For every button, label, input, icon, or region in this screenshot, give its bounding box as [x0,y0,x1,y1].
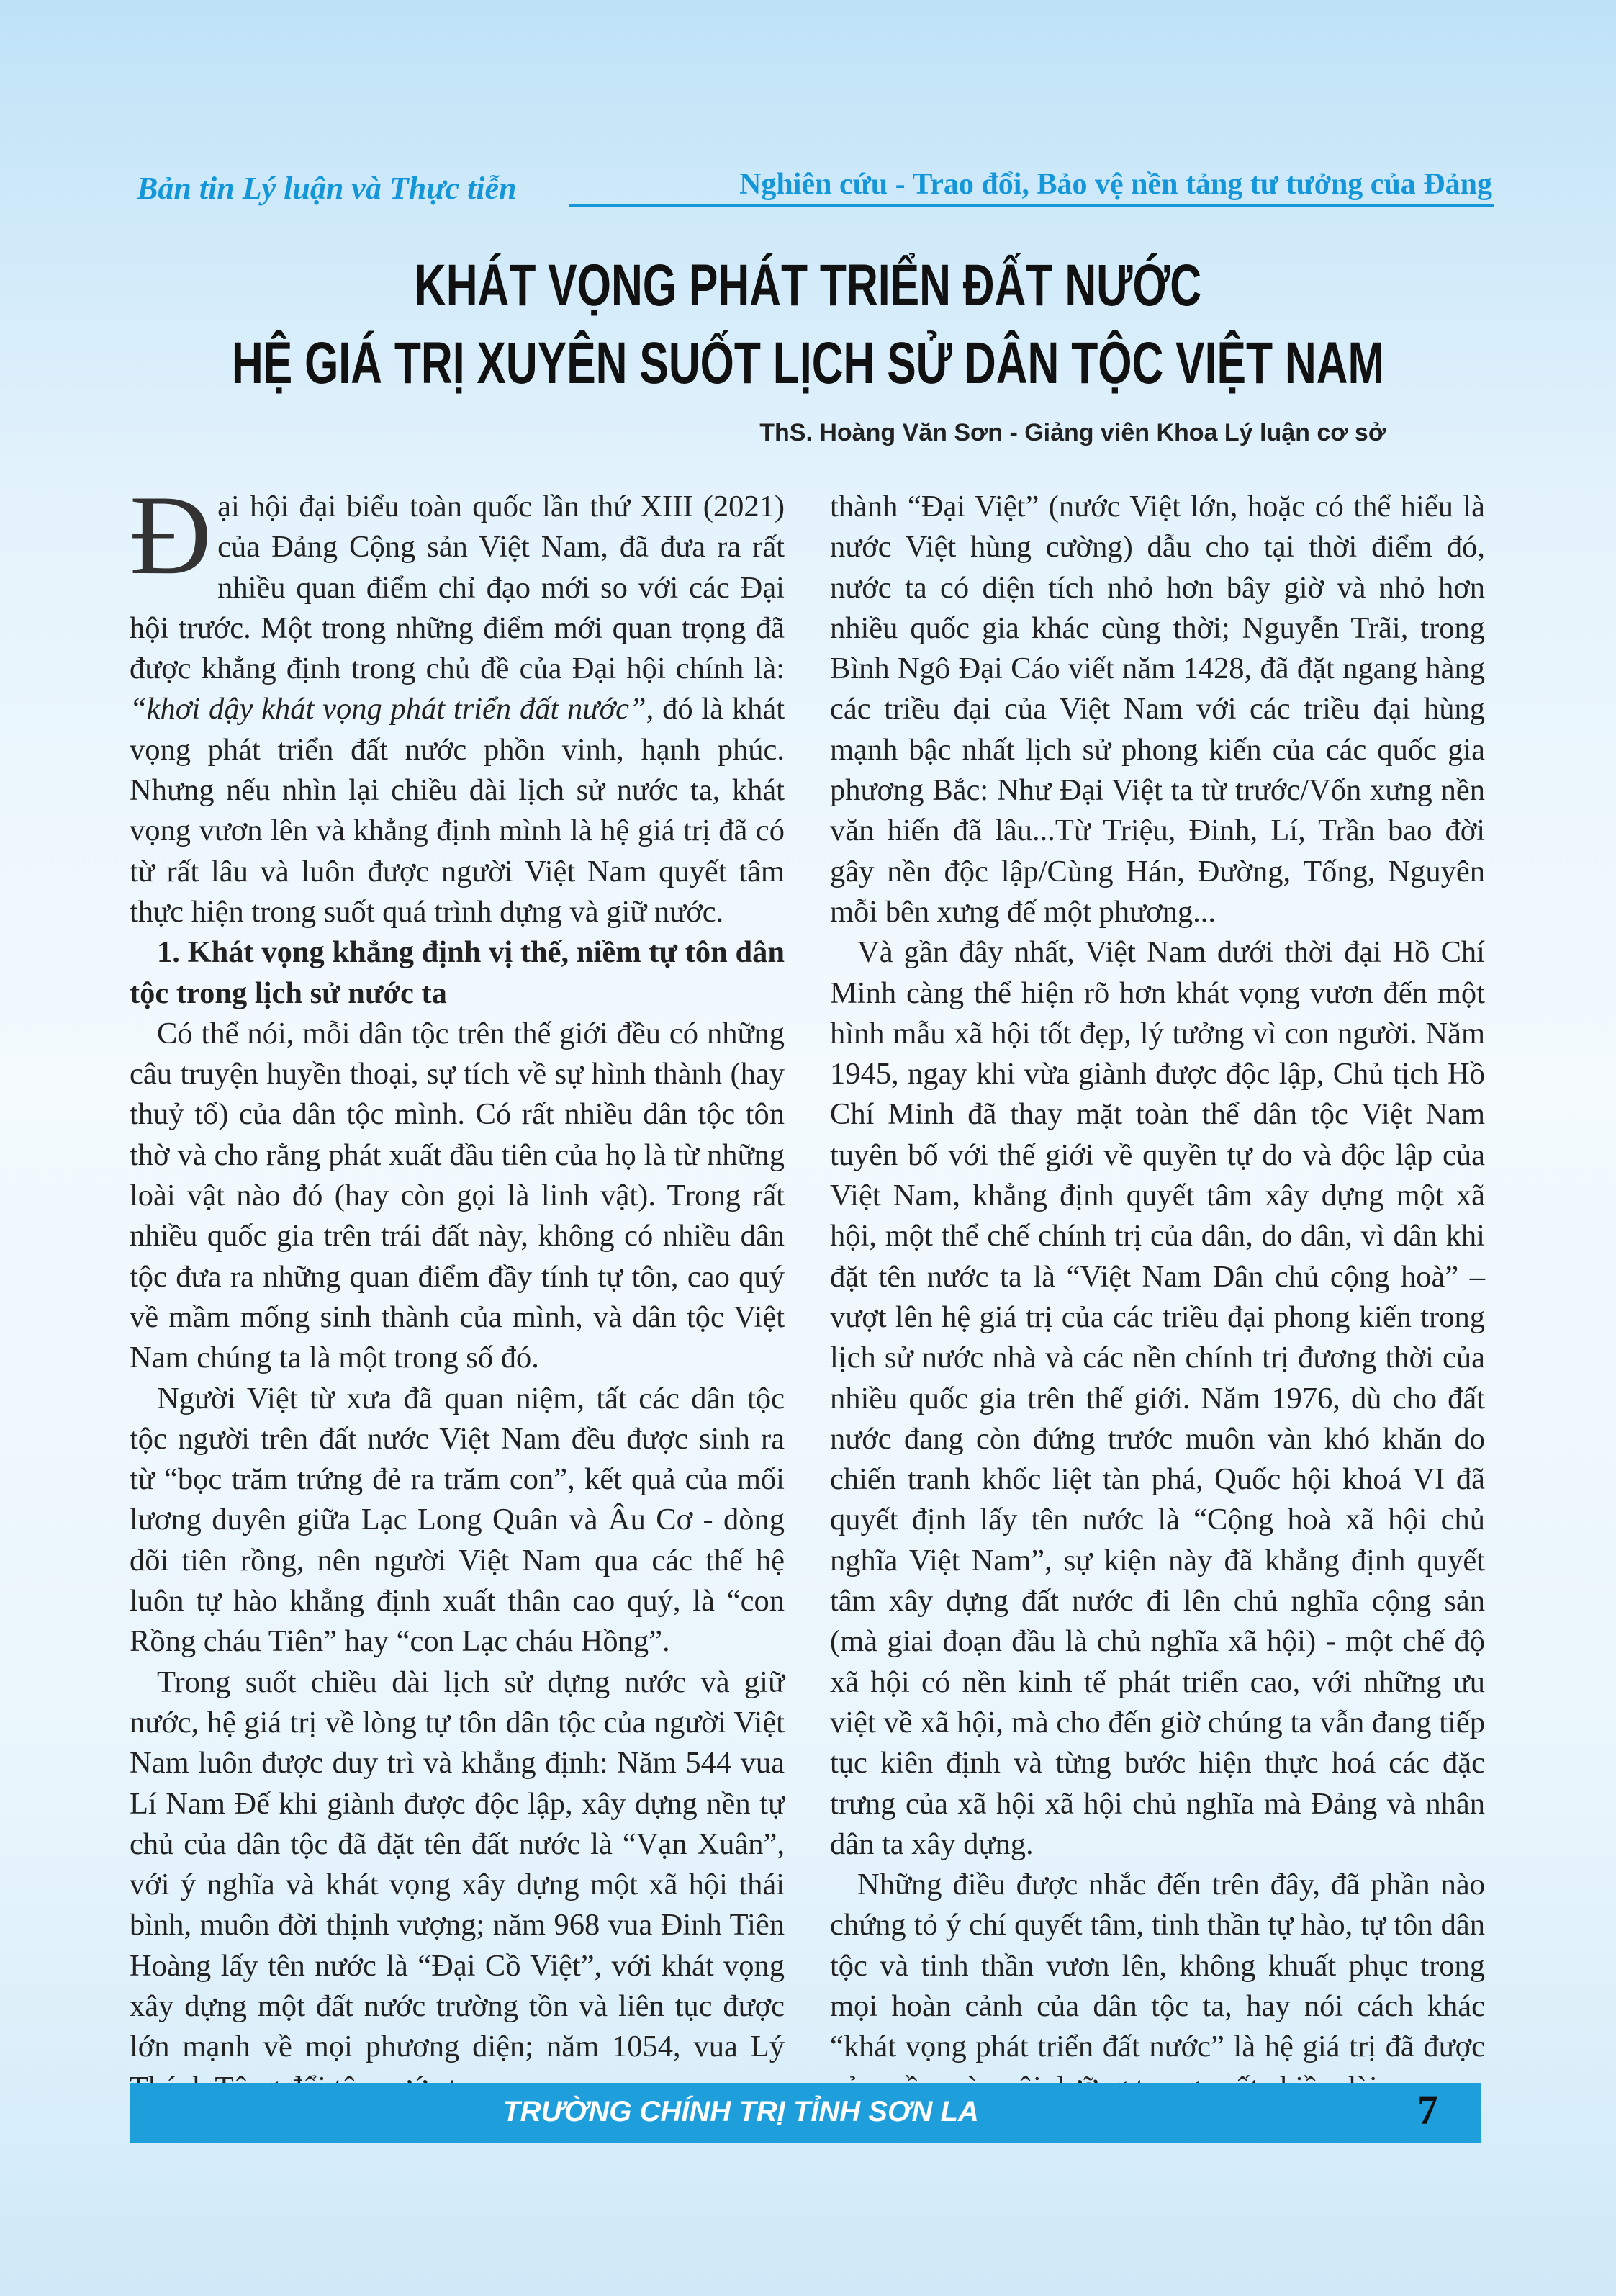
paragraph: Trong suốt chiều dài lịch sử dựng nước và giữ nước, hệ giá trị về lòng tự tôn dân tộc của người Việt Nam luôn được duy trì và khẳng định: Năm 544 vua Lí Nam Đế khi giành được độc lập, xây dựng nền tự chủ của dân tộc đã đặt tên đất nước là “Vạn Xuân”, với ý nghĩa và khát vọng xây dựng một xã hội thái bình, muôn đời thịnh vượng; năm 968 vua Đinh Tiên Hoàng lấy tên nước là “Đại Cồ Việt”, với khát vọng xây dựng một đất nước trường tồn và liên tục được lớn mạnh về mọi phương diện; năm 1054, vua Lý [130,1665,785,2064]
drop-cap: Đ [130,472,212,598]
left-column [130,472,785,2108]
paragraph: Những điều được nhắc đến trên đây, đã phần nào chứng tỏ ý chí quyết tâm, tinh thần tự hào, tự tôn dân tộc và tinh thần vươn lên, không khuất phục trong mọi hoàn cảnh của dân tộc ta, hay nói cách khác “khát vọng phát triển đất nước” là hệ giá trị đã được [830,1868,1485,2064]
section-heading: 1. Khát vọng khẳng định vị thế, niềm tự tôn dân tộc trong lịch sử nước ta [130,935,785,1010]
paragraph: Người Việt từ xưa đã quan niệm, tất các dân tộc tộc người trên đất nước Việt Nam đều được sinh ra từ “bọc trăm trứng đẻ ra trăm con”, kết quả của mối lương duyên giữa Lạc Long Quân và Âu Cơ - dòng dõi tiên rồng, nên người Việt Nam qua các thế hệ luôn tự hào khẳng định xuất thân cao quý, là “con Rồng cháu Tiên” hay “con Lạc cháu Hồng”. [130,1381,785,1659]
paragraph: thành “Đại Việt” (nước Việt lớn, hoặc có thể hiểu là nước Việt hùng cường) dẫu cho tại thời điểm đó, nước ta có diện tích nhỏ hơn bây giờ và nhỏ hơn nhiều quốc gia khác cùng thời; Nguyễn Trãi, trong Bình Ngô Đại Cáo viết năm 1428, đã đặt ngang hàng các triều đại của Việt Nam với các triều đại hùng mạnh bậc nhất lịch sử phong kiến của các quốc gia phương Bắc: Như Đại Việt ta từ trước/Vốn xưng nền văn hiến đã lâu...Từ Triệu, Đinh, Lí, Trần bao đời gây nền độc lập/Cùng Hán, Đường, Tống, Nguyên mỗi bên xưng đế một phương... [830,490,1485,929]
right-column [830,487,1485,2108]
bulletin-title: Bản tin Lý luận và Thực tiễn [137,171,517,206]
author-byline: ThS. Hoàng Văn Sơn - Giảng viên Khoa Lý luận cơ sở [759,419,1386,446]
paragraph: Và gần đây nhất, Việt Nam dưới thời đại Hồ Chí Minh càng thể hiện rõ hơn khát vọng vươn đến một hình mẫu xã hội tốt đẹp, lý tưởng vì con người. Năm 1945, ngay khi vừa giành được độc lập, Chủ tịch Hồ Chí Minh đã thay mặt toàn thể dân tộc Việt Nam tuyên bố với thế giới về quyền tự do và độc lập của Việt Nam, khẳng định quyết tâm xây dựng một xã hội, một thể chế chính trị của dân, do dân, vì dân khi đặt tên nước ta là “Việt Nam Dân chủ cộng hoà” – vượt lên hệ giá trị của các triều đại phong kiến trong lịch sử nước nhà và các nền chính trị đương thời của nhiều quốc gia trên thế giới. Năm 1976, dù cho đất nước đang còn đứng trước muôn vàn khó khăn do chiến tranh khốc liệt tàn phá, Quốc hội khoá VI đã quyết định lấy tên nước là “Cộng hoà xã hội chủ nghĩa Việt Nam”, sự kiện này đã khẳng định quyết tâm xây dựng đất nước đi lên chủ nghĩa cộng sản (mà giai đoạn đầu là chủ nghĩa xã hội) - một chế độ xã hội có nền kinh tế phát triển cao, với những ưu việt về xã hội, mà cho đến giờ chúng ta vẫn đang tiếp tục kiên định và từng bước hiện thực hoá các đặc trưng của xã hội xã hội chủ nghĩa mà Đảng và nhân dân ta xây dựng. [830,935,1485,1861]
section-title: Nghiên cứu - Trao đổi, Bảo vệ nền tảng tư tưởng của Đảng [739,168,1492,201]
footer-institution: TRƯỜNG CHÍNH TRỊ TỈNH SƠN LA [502,2096,979,2128]
paragraph: Có thể nói, mỗi dân tộc trên thế giới đều có những câu truyện huyền thoại, sự tích về sự hình thành (hay thuỷ tổ) của dân tộc mình. Có rất nhiều dân tộc tôn thờ và cho rằng phát xuất đầu tiên của họ là từ những loài vật nào đó (hay còn gọi là linh vật). Trong rất nhiều quốc gia trên trái đất này, không có nhiều dân tộc đưa ra những quan điểm đầy tính tự tôn, cao quý về mầm mống sinh thành của mình, và dân tộc Việt Nam chúng ta là một trong số đó. [130,1016,785,1375]
page-number: 7 [1417,2086,1438,2133]
footer-bar [130,2083,1481,2143]
article-title-line-2: HỆ GIÁ TRỊ XUYÊN SUỐT LỊCH SỬ DÂN TỘC VIỆT NAM [231,330,1385,396]
article-title-line-1: KHÁT VỌNG PHÁT TRIỂN ĐẤT NƯỚC [414,253,1202,318]
intro-paragraph: Đại hội đại biểu toàn quốc lần thứ XIII (2021) của Đảng Cộng sản Việt Nam, đã đưa ra rất nhiều quan điểm chỉ đạo mới so với các Đại hội trước. Một trong những điểm mới quan trọng đã được khẳng định trong chủ đề của Đại hội chính là: “khơi dậy khát vọng phát triển đất nước”, đó là khát vọng phát triển đất nước phồn vinh, hạnh phúc. Nhưng nếu nhìn lại chiều dài lịch sử nước ta, khát vọng vươn lên và khẳng định mình là hệ giá trị đã có từ rất lâu và luôn được người Việt Nam quyết tâm thực hiện trong suốt quá trình dựng và giữ nước. [130,472,785,929]
header-rule [569,204,1494,207]
congress-theme-quote: “khơi dậy khát vọng phát triển đất nước” [130,692,646,726]
